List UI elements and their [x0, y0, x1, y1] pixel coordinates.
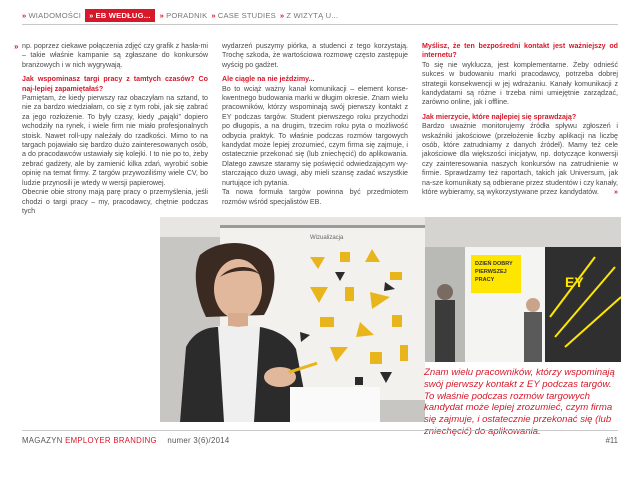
- paragraph: [422, 122, 618, 197]
- banner-line: PRACY: [475, 277, 495, 283]
- footer-divider: [22, 430, 618, 431]
- top-divider: [22, 24, 618, 25]
- photo-ey-stand: [425, 217, 621, 362]
- paragraph: np. poprzez ciekawe połączenia zdjęć czy grafik z hasła-mi – takie właśnie kampanie są zgłaszane do konkursów branżowych i w nich wygrywają.: [22, 42, 208, 69]
- interview-question: Jak wspominasz targi pracy z tamtych czasów? Co naj-lepiej zapamiętałaś?: [22, 75, 208, 93]
- paragraph: wydarzeń puszymy piórka, a studenci z tego korzystają. Trochę szkoda, że wartościowa rozmowę często zastępuje wyścig po gadżet.: [222, 42, 408, 69]
- stand-illustration: [425, 217, 621, 362]
- nav-item-wiadomosci[interactable]: [22, 11, 81, 20]
- nav-label: EB WEDŁUG...: [95, 10, 151, 20]
- paragraph: Ta nowa formuła targów powinna być przedmiotem rozmów wśród specjalistów EB.: [222, 188, 408, 206]
- footer: [22, 436, 230, 445]
- end-chevron-icon: »: [614, 188, 618, 197]
- nav-item-poradnik[interactable]: [160, 11, 208, 20]
- article-column-1: [22, 42, 208, 216]
- nav-label: PORADNIK: [166, 10, 208, 20]
- chevron-icon: »: [159, 10, 165, 20]
- issue-number: numer 3(6)/2014: [167, 436, 230, 445]
- interview-question: Ale ciągle na nie jeździmy...: [222, 75, 315, 84]
- chevron-icon: »: [89, 10, 94, 20]
- ey-logo: EY: [565, 274, 584, 290]
- paragraph: Pamiętam, że kiedy pierwszy raz obaczyłam na sztand, to nie za bardzo wiedziałam, co się z tym robi, jak się zabrać za jego rozłożenie. To były czasy, kiedy „pająki” dopiero wchodziły na rynek, i wiele firm nie miało profesjonalnych stoisk. Nawet roll-upy należały do rzadkości. Mimo to na targach pojawiało się bardzo dużo zainteresowanych osób, a do pracodawców ustawiały się kolejki. I to nie po to, żeby zebrać gadżety, ale by zamienić kilka zdań, wyrobić sobie opinię na temat firmy. Z targów przywoziliśmy wiele CV, bo ludzie przynosili je wtedy w wersji papierowej.: [22, 94, 208, 187]
- nav-item-case-studies[interactable]: [211, 11, 276, 20]
- banner-line: DZIEŃ DOBRY: [475, 261, 513, 267]
- article-column-2: [222, 42, 408, 207]
- paragraph-text: Bardzo uważnie monitorujemy źródła spływu zgłoszeń i wskaźniki jakościowe (przełożenie liczby aplikacji na liczbę osób, które zatrudniamy z danych źródeł). Mamy też cele jakościowe dla większości inicjatyw, np. dotyczące konwersji czy zainteresowania naszych konkursów na zatrudnienie w firmie. Sprawdzamy też raportach, takich jak Universum, jak na-sze komunikaty są odbierane przez studentów i czy kanały, które wybieramy, są wykorzystywane przez kandydatów.: [422, 122, 618, 197]
- page-number: #11: [605, 436, 618, 445]
- magazine-label: MAGAZYN: [22, 436, 63, 445]
- continuation-chevron-icon: »: [14, 42, 19, 51]
- nav-label: Z WIZYTĄ U...: [286, 10, 339, 20]
- section-nav: [22, 6, 422, 24]
- article-column-3: [422, 42, 618, 198]
- nav-item-eb-wedlug[interactable]: [85, 9, 155, 22]
- interview-question: Jak mierzycie, które najlepiej się sprawdzają?: [422, 112, 577, 121]
- paragraph: Bo to wciąż ważny kanał komunikacji – element konse-kwentnego budowania marki w długim okresie. Znam wielu pracowników, którzy wspominają swój pierwszy kontakt z EY podczas targów. Student pierwszego roku przychodzi po długopis, a na drugim, trzecim roku pyta o możliwość odbycia praktyk. To właśnie podczas rozmów targowych kandydat może lepiej zrozumieć, czym firma się zajmuje, i ostatecznie przekonać się (lub zniechęcić) do aplikowania. Dlatego zawsze staramy się poświęcić odwiedzającym wy-starczająco dużo uwagi, aby mieli szansę zadać wszystkie nurtujące ich pytania.: [222, 84, 408, 187]
- board-label: Wizualizacja: [310, 235, 344, 241]
- photo-illustration: [160, 217, 425, 422]
- paragraph: To się nie wyklucza, jest komplementarne. Żeby odnieść sukces w budowaniu marki pracodawcy, potrzeba dobrej strategii konsekwencji w jej wdrażaniu. Kanały komunikacji z kandydatami są różne i trzeba nimi umiejętnie zarządzać, zarówno online, jak i offline.: [422, 60, 618, 107]
- nav-label: WIADOMOŚCI: [28, 10, 82, 20]
- chevron-icon: »: [211, 10, 216, 20]
- interview-question: Myślisz, że ten bezpośredni kontakt jest ważniejszy od internetu?: [422, 42, 618, 60]
- pull-quote: Znam wielu pracowników, którzy wspominają swój pierwszy kontakt z EY podczas targów. To właśnie podczas rozmów targowych kandydat może lepiej zrozumieć, czym firma się zajmuje, i ostatecznie przekonać się (lub zniechęcić) do aplikowania.: [424, 367, 615, 437]
- paragraph: Obecnie obie strony mają parę pracy o przemyślenia, jeśli chodzi o targi pracy – my, pracodawcy, chętnie podczas tych: [22, 188, 208, 215]
- chevron-icon: »: [22, 10, 27, 20]
- nav-label: CASE STUDIES: [217, 10, 276, 20]
- chevron-icon: »: [279, 10, 285, 20]
- banner-line: PIERWSZEJ: [475, 269, 507, 275]
- photo-speaker: [160, 217, 425, 422]
- magazine-brand: EMPLOYER BRANDING: [65, 436, 157, 445]
- nav-item-z-wizyta[interactable]: [280, 11, 338, 20]
